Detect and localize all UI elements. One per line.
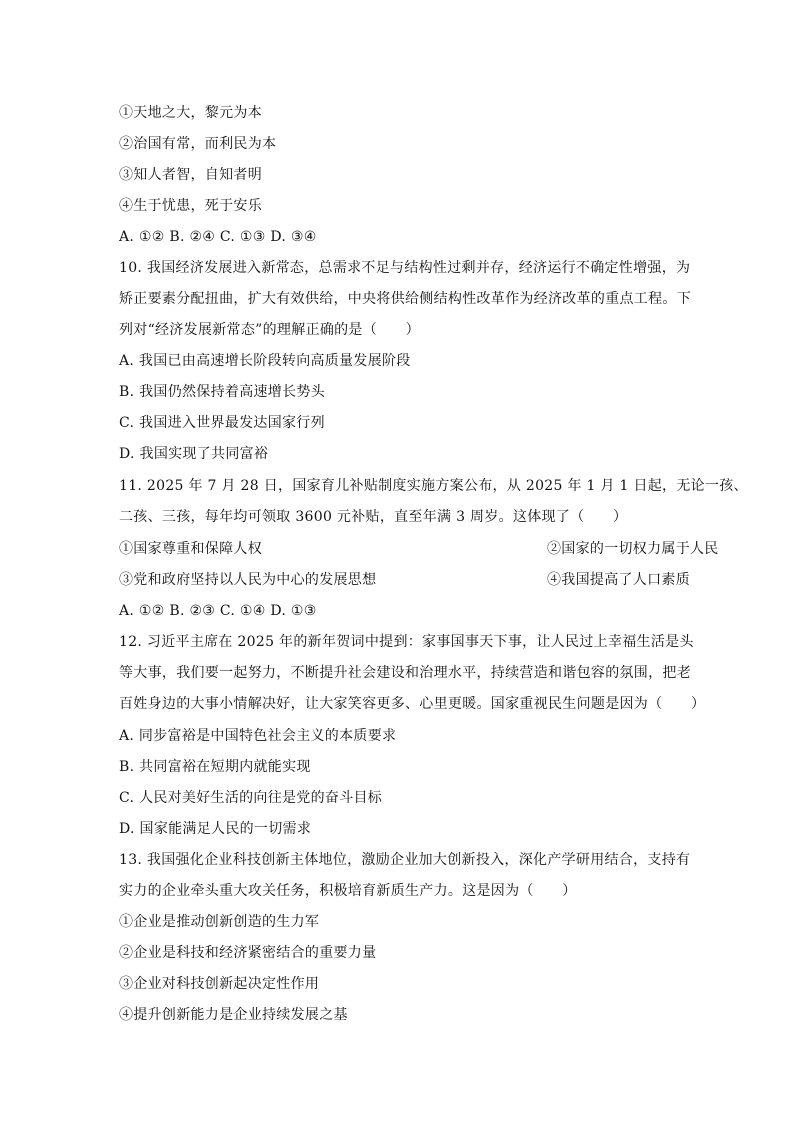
q11-option-1: ①国家尊重和保障人权 xyxy=(119,541,262,557)
q11-options-row-1 xyxy=(119,540,719,558)
q11-option-2: ②国家的一切权力属于人民 xyxy=(547,541,719,557)
q10-stem-line-3: 列对“经济发展新常态”的理解正确的是（ ） xyxy=(119,322,420,338)
q13-option-2: ②企业是科技和经济紧密结合的重要力量 xyxy=(119,945,377,961)
q13-option-4: ④提升创新能力是企业持续发展之基 xyxy=(119,1007,348,1023)
q10-stem-line-1: 10. 我国经济发展进入新常态，总需求不足与结构性过剩并存，经济运行不确定性增强，为 xyxy=(119,260,691,276)
q10-stem-line-2: 矫正要素分配扭曲，扩大有效供给，中央将供给侧结构性改革作为经济改革的重点工程。下 xyxy=(119,291,691,307)
q12-choice-b: B. 共同富裕在短期内就能实现 xyxy=(119,759,311,775)
q12-stem-line-3: 百姓身边的大事小情解决好，让大家笑容更多、心里更暖。国家重视民生问题是因为（ ） xyxy=(119,696,706,712)
q10-choice-d: D. 我国实现了共同富裕 xyxy=(119,446,269,462)
q11-answers: A. ①② B. ②③ C. ①④ D. ①③ xyxy=(119,603,317,619)
q13-stem-line-2: 实力的企业牵头重大攻关任务，积极培育新质生产力。这是因为（ ） xyxy=(119,883,577,899)
q10-choice-c: C. 我国进入世界最发达国家行列 xyxy=(119,415,325,431)
q12-choice-d: D. 国家能满足人民的一切需求 xyxy=(119,821,312,837)
q9-answers: A. ①② B. ②④ C. ①③ D. ③④ xyxy=(119,229,317,245)
q11-option-4: ④我国提高了人口素质 xyxy=(547,572,690,588)
q13-stem-line-1: 13. 我国强化企业科技创新主体地位，激励企业加大创新投入，深化产学研用结合，支持有 xyxy=(119,852,691,868)
q9-option-1: ①天地之大，黎元为本 xyxy=(119,105,262,121)
q13-option-1: ①企业是推动创新创造的生力军 xyxy=(119,914,320,930)
q12-choice-a: A. 同步富裕是中国特色社会主义的本质要求 xyxy=(119,728,397,744)
q11-stem-line-1: 11. 2025 年 7 月 28 日，国家育儿补贴制度实施方案公布，从 2025 年 1 月 1 日起，无论一孩、 xyxy=(119,478,748,494)
q12-stem-line-1: 12. 习近平主席在 2025 年的新年贺词中提到：家事国事天下事，让人民过上幸福生活是头 xyxy=(119,634,694,650)
q9-option-2: ②治国有常，而利民为本 xyxy=(119,136,277,152)
q10-choice-b: B. 我国仍然保持着高速增长势头 xyxy=(119,384,325,400)
q12-choice-c: C. 人民对美好生活的向往是党的奋斗目标 xyxy=(119,790,383,806)
q11-options-row-2 xyxy=(119,571,690,589)
q12-stem-line-2: 等大事，我们要一起努力，不断提升社会建设和治理水平，持续营造和谐包容的氛围，把老 xyxy=(119,665,691,681)
q11-option-3: ③党和政府坚持以人民为中心的发展思想 xyxy=(119,572,377,588)
q11-stem-line-2: 二孩、三孩，每年均可领取 3600 元补贴，直至年满 3 周岁。这体现了（ ） xyxy=(119,509,628,525)
q9-option-4: ④生于忧患，死于安乐 xyxy=(119,198,262,214)
q9-option-3: ③知人者智，自知者明 xyxy=(119,167,262,183)
q13-option-3: ③企业对科技创新起决定性作用 xyxy=(119,976,320,992)
q10-choice-a: A. 我国已由高速增长阶段转向高质量发展阶段 xyxy=(119,353,411,369)
